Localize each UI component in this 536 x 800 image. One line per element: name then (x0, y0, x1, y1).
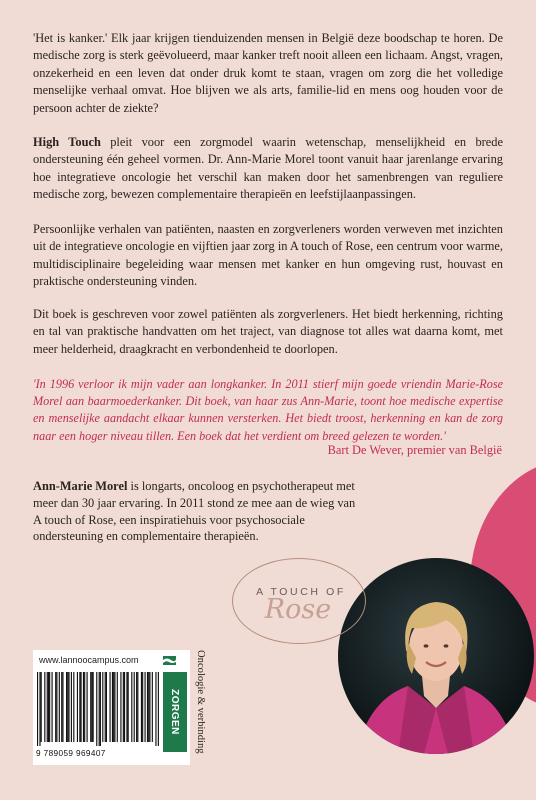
barcode-bar (112, 672, 113, 742)
barcode-bar (62, 672, 63, 742)
barcode-bar (142, 672, 143, 742)
barcode-bar (147, 672, 148, 742)
intro-paragraph: 'Het is kanker.' Elk jaar krijgen tienduizenden mensen in België deze boodschap te horen. De medische zorg is sterk geëvolueerd, maar kanker treft nooit alleen een lichaam. Angst, vragen, onzekerheid en een leven dat onder druk komt te staan, vragen om zorg die het volledige menselijke verhaal omvat. Hoe blijven we als arts, familie-lid en mens oog houden voor de persoon achter de ziekte? (33, 31, 503, 115)
barcode-bar (158, 672, 159, 746)
barcode-bar (155, 672, 156, 746)
barcode-panel (33, 650, 190, 765)
genre-label (192, 650, 210, 765)
barcode-bar (41, 672, 42, 742)
genre-text: Oncologie & verbinding (195, 650, 207, 754)
barcode-bar (59, 672, 60, 742)
barcode-bar (84, 672, 85, 742)
isbn-barcode (37, 672, 159, 746)
barcode-bar (106, 672, 107, 742)
barcode-bar (79, 672, 80, 742)
barcode-bar (37, 672, 38, 746)
barcode-bar (141, 672, 142, 742)
audience-paragraph: Dit boek is geschreven voor zowel patiënten als zorgverleners. Het biedt herkenning, richting en tal van praktische handvatten om het traject, van diagnose tot alles wat daarna komt, met meer helderheid, draagkracht en verbondenheid te doorlopen. (33, 307, 503, 356)
barcode-bar (66, 672, 67, 742)
barcode-bar (47, 672, 48, 742)
barcode-bar (71, 672, 72, 742)
barcode-bar (124, 672, 125, 742)
category-text: ZORGEN (169, 689, 181, 735)
barcode-bar (100, 672, 101, 746)
barcode-bar (126, 672, 127, 742)
barcode-bar (48, 672, 49, 742)
barcode-bar (105, 672, 106, 742)
logo-script: Rose (264, 594, 332, 625)
barcode-bar (134, 672, 135, 742)
high-touch-text: pleit voor een zorgmodel waarin wetenschap, menselijkheid en brede ondersteuning één geheel vormen. Dr. Ann-Marie Morel toont vanuit haar jarenlange ervaring hoe integratieve oncologie het verschil kan maken door het samenbrengen van reguliere medische zorg, bewezen complementaire therapieën en leefstijlaanpassingen. (33, 135, 503, 202)
barcode-bar (56, 672, 57, 742)
barcode-bar (128, 672, 129, 742)
barcode-bar (109, 672, 110, 742)
barcode-bar (93, 672, 94, 742)
barcode-bar (44, 672, 45, 742)
barcode-bar (55, 672, 56, 742)
barcode-bar (67, 672, 68, 742)
logo-text-top: A TOUCH OF (256, 586, 346, 598)
barcode-bar (68, 672, 69, 742)
barcode-bar (49, 672, 50, 742)
barcode-bar (114, 672, 115, 742)
a-touch-of-rose-logo (232, 558, 366, 644)
stories-paragraph: Persoonlijke verhalen van patiënten, naasten en zorgverleners worden verweven met inzichten uit de integratieve oncologie en vijftien jaar zorg in A touch of Rose, een centrum voor warme, multidisciplinaire begeleiding waar mensen met kanker en hun omgeving rust, houvast en praktische ondersteuning vinden. (33, 222, 503, 289)
barcode-bar (145, 672, 146, 742)
author-portrait-illustration (338, 558, 534, 754)
barcode-bar (131, 672, 132, 742)
high-touch-paragraph (33, 134, 503, 204)
barcode-bar (96, 672, 97, 746)
endorsement-quote: 'In 1996 verloor ik mijn vader aan longkanker. In 2011 stierf mijn goede vriendin Marie-Rose Morel aan baarmoederkanker. Dit boek, van haar zus Ann-Marie, toont hoe medische expertise en menselijke aandacht elkaar kunnen versterken. Het biedt troost, herkenning en kan de zorg naar een hoger niveau tillen. Een boek dat het verdient om breed gelezen te worden.' (33, 377, 503, 443)
barcode-bar (152, 672, 153, 742)
barcode-bar (117, 672, 118, 742)
barcode-bar (77, 672, 78, 742)
barcode-bar (52, 672, 53, 742)
barcode-bar (91, 672, 92, 742)
author-photo (338, 558, 534, 754)
barcode-bar (61, 672, 62, 742)
barcode-bar (136, 672, 137, 742)
barcode-bar (123, 672, 124, 742)
isbn-number: 9 789059 969407 (36, 749, 106, 758)
barcode-bar (83, 672, 84, 742)
barcode-bar (148, 672, 149, 742)
author-bio (33, 478, 363, 545)
barcode-bar (90, 672, 91, 742)
publisher-url[interactable]: www.lannoocampus.com (39, 655, 139, 665)
author-name: Ann-Marie Morel (33, 479, 128, 493)
category-label (163, 672, 187, 752)
barcode-bar (39, 672, 40, 746)
barcode-bar (87, 672, 88, 742)
barcode-bar (149, 672, 150, 742)
barcode-bar (120, 672, 121, 742)
barcode-bar (80, 672, 81, 742)
barcode-bar (73, 672, 74, 742)
book-title-inline: High Touch (33, 135, 101, 149)
barcode-bar (102, 672, 103, 742)
publisher-flag-icon (163, 656, 176, 665)
barcode-bar (113, 672, 114, 742)
barcode-bar (99, 672, 100, 746)
author-bio-text: is longarts, oncoloog en psychotherapeut met meer dan 30 jaar ervaring. In 2011 stond ze mee aan de wieg van A touch of Rose, een inspiratiehuis voor psychosociale ondersteuning en complementaire therapieën. (33, 479, 356, 544)
barcode-bar (137, 672, 138, 742)
quote-author: Bart De Wever, premier van België (327, 443, 502, 457)
